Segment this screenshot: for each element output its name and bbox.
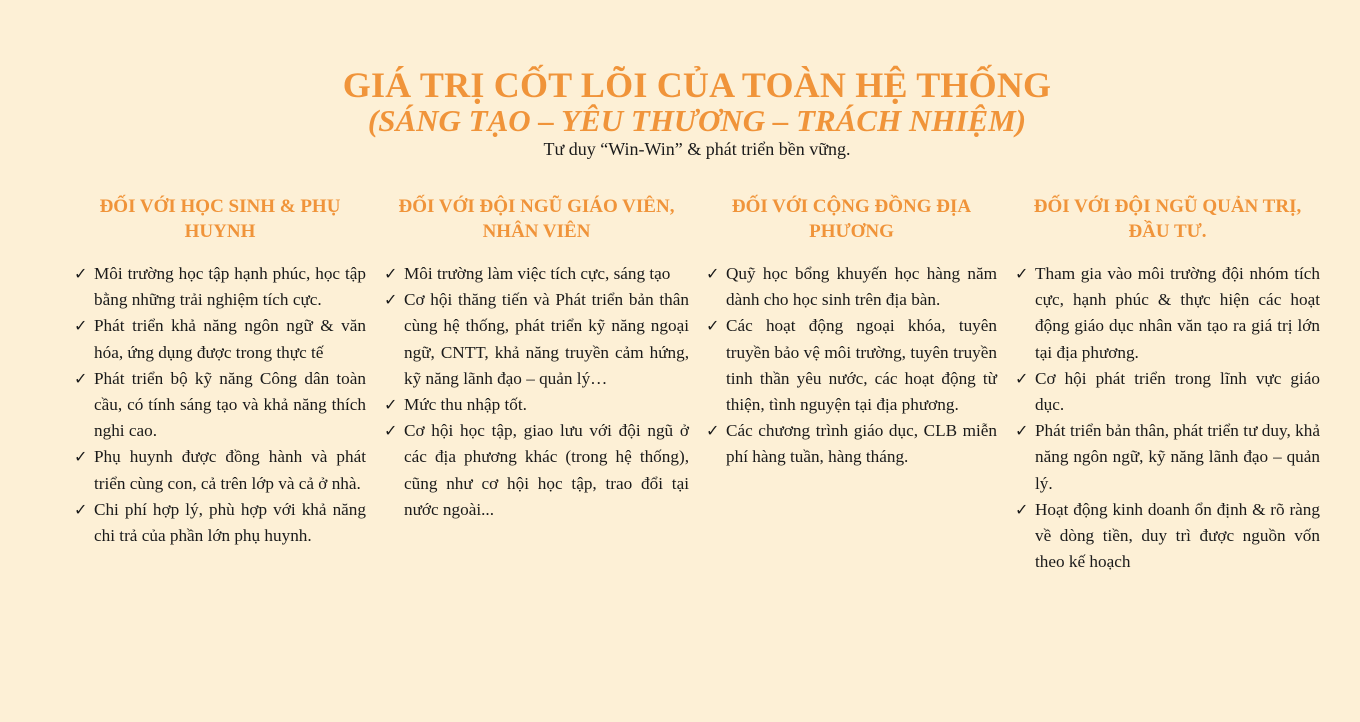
checkmark-icon: ✓	[74, 447, 88, 467]
checkmark-icon: ✓	[1015, 421, 1029, 441]
list-item	[74, 444, 366, 496]
checkmark-icon: ✓	[706, 264, 720, 283]
list-item-text: Phát triển bản thân, phát triển tư duy, khả năng ngôn ngữ, kỹ năng lãnh đạo – quản lý.	[1035, 421, 1320, 493]
checkmark-icon: ✓	[384, 421, 398, 441]
column-list	[706, 261, 997, 471]
list-item-text: Môi trường học tập hạnh phúc, học tập bằng những trải nghiệm tích cực.	[94, 264, 366, 310]
column-heading: ĐỐI VỚI ĐỘI NGŨ GIÁO VIÊN, NHÂN VIÊN	[398, 196, 675, 242]
list-item-text: Phát triển bộ kỹ năng Công dân toàn cầu, có tính sáng tạo và khả năng thích nghi cao.	[94, 368, 366, 441]
list-item-text: Cơ hội phát triển trong lĩnh vực giáo dục.	[1035, 368, 1320, 415]
column-management-investors	[1015, 194, 1320, 575]
list-item	[1015, 497, 1320, 576]
column-heading: ĐỐI VỚI CỘNG ĐỒNG ĐỊA PHƯƠNG	[731, 196, 972, 242]
list-item-text: Hoạt động kinh doanh ổn định & rõ ràng về dòng tiền, duy trì được nguồn vốn theo kế hoạch	[1035, 499, 1320, 572]
checkmark-icon: ✓	[74, 316, 88, 336]
list-item	[1015, 261, 1320, 366]
column-list	[1015, 261, 1320, 575]
list-item	[384, 418, 689, 523]
list-item-text: Các hoạt động ngoại khóa, tuyên truyền bảo vệ môi trường, tuyên truyền tinh thần yêu nước, các hoạt động từ thiện, tình nguyện tại địa phương.	[726, 316, 997, 415]
columns-container	[74, 194, 1324, 664]
checkmark-icon: ✓	[706, 421, 720, 441]
list-item	[384, 261, 689, 287]
list-item-text: Cơ hội thăng tiến và Phát triển bản thân cùng hệ thống, phát triển kỹ năng ngoại ngữ, CNTT, khả năng truyền cảm hứng, kỹ năng lãnh đạo – quản lý…	[404, 290, 689, 388]
list-item	[1015, 418, 1320, 497]
page-subtitle: (SÁNG TẠO – YÊU THƯƠNG – TRÁCH NHIỆM)	[367, 103, 1027, 138]
column-heading: ĐỐI VỚI HỌC SINH & PHỤ HUYNH	[99, 196, 341, 242]
list-item	[74, 261, 366, 313]
checkmark-icon: ✓	[706, 316, 720, 336]
list-item	[706, 313, 997, 418]
list-item	[74, 313, 366, 365]
list-item-text: Cơ hội học tập, giao lưu với đội ngũ ở các địa phương khác (trong hệ thống), cũng như cơ hội học tập, trao đổi tại nước ngoài...	[404, 421, 689, 519]
checkmark-icon: ✓	[384, 395, 398, 415]
list-item-text: Phụ huynh được đồng hành và phát triển cùng con, cả trên lớp và cả ở nhà.	[94, 447, 366, 493]
list-item	[74, 366, 366, 445]
column-list	[384, 261, 689, 523]
column-students-parents	[74, 194, 366, 549]
list-item-text: Môi trường làm việc tích cực, sáng tạo	[404, 264, 671, 283]
list-item-text: Tham gia vào môi trường đội nhóm tích cực, hạnh phúc & thực hiện các hoạt động giáo dục nhân văn tạo ra giá trị lớn tại địa phương.	[1035, 264, 1320, 362]
tagline: Tư duy “Win-Win” & phát triển bền vững.	[543, 139, 851, 159]
checkmark-icon: ✓	[384, 290, 398, 310]
list-item	[384, 287, 689, 392]
header	[0, 64, 1360, 162]
list-item	[706, 261, 997, 313]
checkmark-icon: ✓	[1015, 264, 1029, 283]
column-list	[74, 261, 366, 549]
column-local-community	[706, 194, 997, 471]
list-item	[706, 418, 997, 470]
column-heading: ĐỐI VỚI ĐỘI NGŨ QUẢN TRỊ, ĐẦU TƯ.	[1033, 196, 1302, 242]
checkmark-icon: ✓	[74, 499, 88, 519]
checkmark-icon: ✓	[74, 368, 88, 388]
page-title: GIÁ TRỊ CỐT LÕI CỦA TOÀN HỆ THỐNG	[342, 65, 1052, 105]
list-item-text: Quỹ học bổng khuyến học hàng năm dành cho học sinh trên địa bàn.	[726, 264, 997, 310]
checkmark-icon: ✓	[384, 264, 398, 283]
list-item-text: Chi phí hợp lý, phù hợp với khả năng chi trả của phần lớn phụ huynh.	[94, 499, 366, 546]
checkmark-icon: ✓	[74, 264, 88, 283]
list-item-text: Mức thu nhập tốt.	[404, 395, 527, 415]
checkmark-icon: ✓	[1015, 499, 1029, 519]
list-item-text: Phát triển khả năng ngôn ngữ & văn hóa, ứng dụng được trong thực tế	[94, 316, 366, 362]
list-item	[1015, 366, 1320, 418]
column-teachers-staff	[384, 194, 689, 523]
checkmark-icon: ✓	[1015, 368, 1029, 388]
list-item	[384, 392, 689, 418]
list-item	[74, 497, 366, 549]
list-item-text: Các chương trình giáo dục, CLB miễn phí hàng tuần, hàng tháng.	[726, 421, 997, 467]
